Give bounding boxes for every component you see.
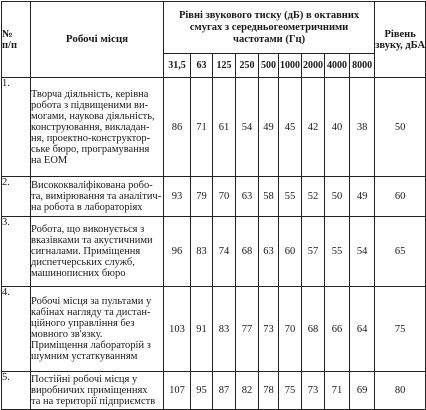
value-cell: 66 <box>325 287 350 372</box>
header-freq-1000: 1000 <box>279 54 302 78</box>
value-cell: 55 <box>279 177 302 217</box>
workplace-description: Висококваліфікована робо- та, вимірювання та аналітич- на робота в лабораторіях <box>31 177 164 217</box>
value-cell: 63 <box>236 177 259 217</box>
value-cell: 91 <box>191 287 213 372</box>
value-cell: 57 <box>302 217 325 287</box>
value-cell: 54 <box>236 78 259 177</box>
value-cell: 83 <box>213 287 236 372</box>
value-cell: 68 <box>302 287 325 372</box>
value-cell: 73 <box>302 372 325 410</box>
header-row-main <box>2 2 426 54</box>
workplace-description: Постійні робочі місця у виробничих приміщеннях та на території підприємств <box>31 372 164 410</box>
value-cell: 83 <box>191 217 213 287</box>
row-number: 3. <box>2 217 31 287</box>
value-cell: 45 <box>279 78 302 177</box>
value-cell: 107 <box>164 372 191 410</box>
header-freq-250: 250 <box>236 54 259 78</box>
row-number: 4. <box>2 287 31 372</box>
table-row <box>2 372 426 410</box>
value-cell: 86 <box>164 78 191 177</box>
value-cell: 82 <box>236 372 259 410</box>
value-cell: 93 <box>164 177 191 217</box>
header-freq-31-5: 31,5 <box>164 54 191 78</box>
value-cell: 50 <box>325 177 350 217</box>
table-row <box>2 177 426 217</box>
header-freq-4000: 4000 <box>325 54 350 78</box>
value-cell: 54 <box>350 217 375 287</box>
value-cell: 52 <box>302 177 325 217</box>
value-cell: 73 <box>259 287 279 372</box>
value-cell: 96 <box>164 217 191 287</box>
value-cell: 77 <box>236 287 259 372</box>
row-number: 2. <box>2 177 31 217</box>
header-freq-8000: 8000 <box>350 54 375 78</box>
value-cell: 74 <box>213 217 236 287</box>
workplace-description: Робочі місця за пультами у кабінах нагляду та дистан- ційного управління без мовного зв'язку. Приміщення лабораторій з шумним устаткуванням <box>31 287 164 372</box>
value-cell: 70 <box>213 177 236 217</box>
value-cell: 95 <box>191 372 213 410</box>
header-sound-level: Рівень звуку, дБА <box>375 2 426 78</box>
value-cell: 63 <box>259 217 279 287</box>
value-cell: 71 <box>191 78 213 177</box>
table-row <box>2 217 426 287</box>
value-cell: 49 <box>259 78 279 177</box>
value-cell: 69 <box>350 372 375 410</box>
value-cell: 60 <box>279 217 302 287</box>
sound-level-cell: 60 <box>375 177 426 217</box>
header-workplace: Робочі місця <box>31 2 164 78</box>
value-cell: 70 <box>279 287 302 372</box>
header-freq-125: 125 <box>213 54 236 78</box>
value-cell: 64 <box>350 287 375 372</box>
sound-level-cell: 50 <box>375 78 426 177</box>
header-number: № п/п <box>2 2 31 78</box>
table-row <box>2 287 426 372</box>
sound-level-cell: 75 <box>375 287 426 372</box>
header-freq-63: 63 <box>191 54 213 78</box>
value-cell: 71 <box>325 372 350 410</box>
value-cell: 38 <box>350 78 375 177</box>
value-cell: 87 <box>213 372 236 410</box>
workplace-description: Творча діяльність, керівна робота з підвищеними ви- могами, наукова діяльність, конструювання, викладан- ня, проектно-конструктор- ське бюро, програмування на ЕОМ <box>31 78 164 177</box>
value-cell: 42 <box>302 78 325 177</box>
noise-norms-table <box>1 1 426 410</box>
value-cell: 103 <box>164 287 191 372</box>
value-cell: 68 <box>236 217 259 287</box>
value-cell: 61 <box>213 78 236 177</box>
value-cell: 40 <box>325 78 350 177</box>
value-cell: 55 <box>325 217 350 287</box>
workplace-description: Робота, що виконується з вказівками та акустичними сигналами. Приміщення диспетчерських служб, машинописних бюро <box>31 217 164 287</box>
value-cell: 78 <box>259 372 279 410</box>
header-freq-500: 500 <box>259 54 279 78</box>
value-cell: 49 <box>350 177 375 217</box>
sound-level-cell: 65 <box>375 217 426 287</box>
value-cell: 79 <box>191 177 213 217</box>
header-sound-pressure-group: Рівні звукового тиску (дБ) в октавних смугах з середньогеометричними частотами (Гц) <box>164 2 375 54</box>
value-cell: 58 <box>259 177 279 217</box>
row-number: 5. <box>2 372 31 410</box>
value-cell: 75 <box>279 372 302 410</box>
sound-level-cell: 80 <box>375 372 426 410</box>
row-number: 1. <box>2 78 31 177</box>
header-freq-2000: 2000 <box>302 54 325 78</box>
table-row <box>2 78 426 177</box>
